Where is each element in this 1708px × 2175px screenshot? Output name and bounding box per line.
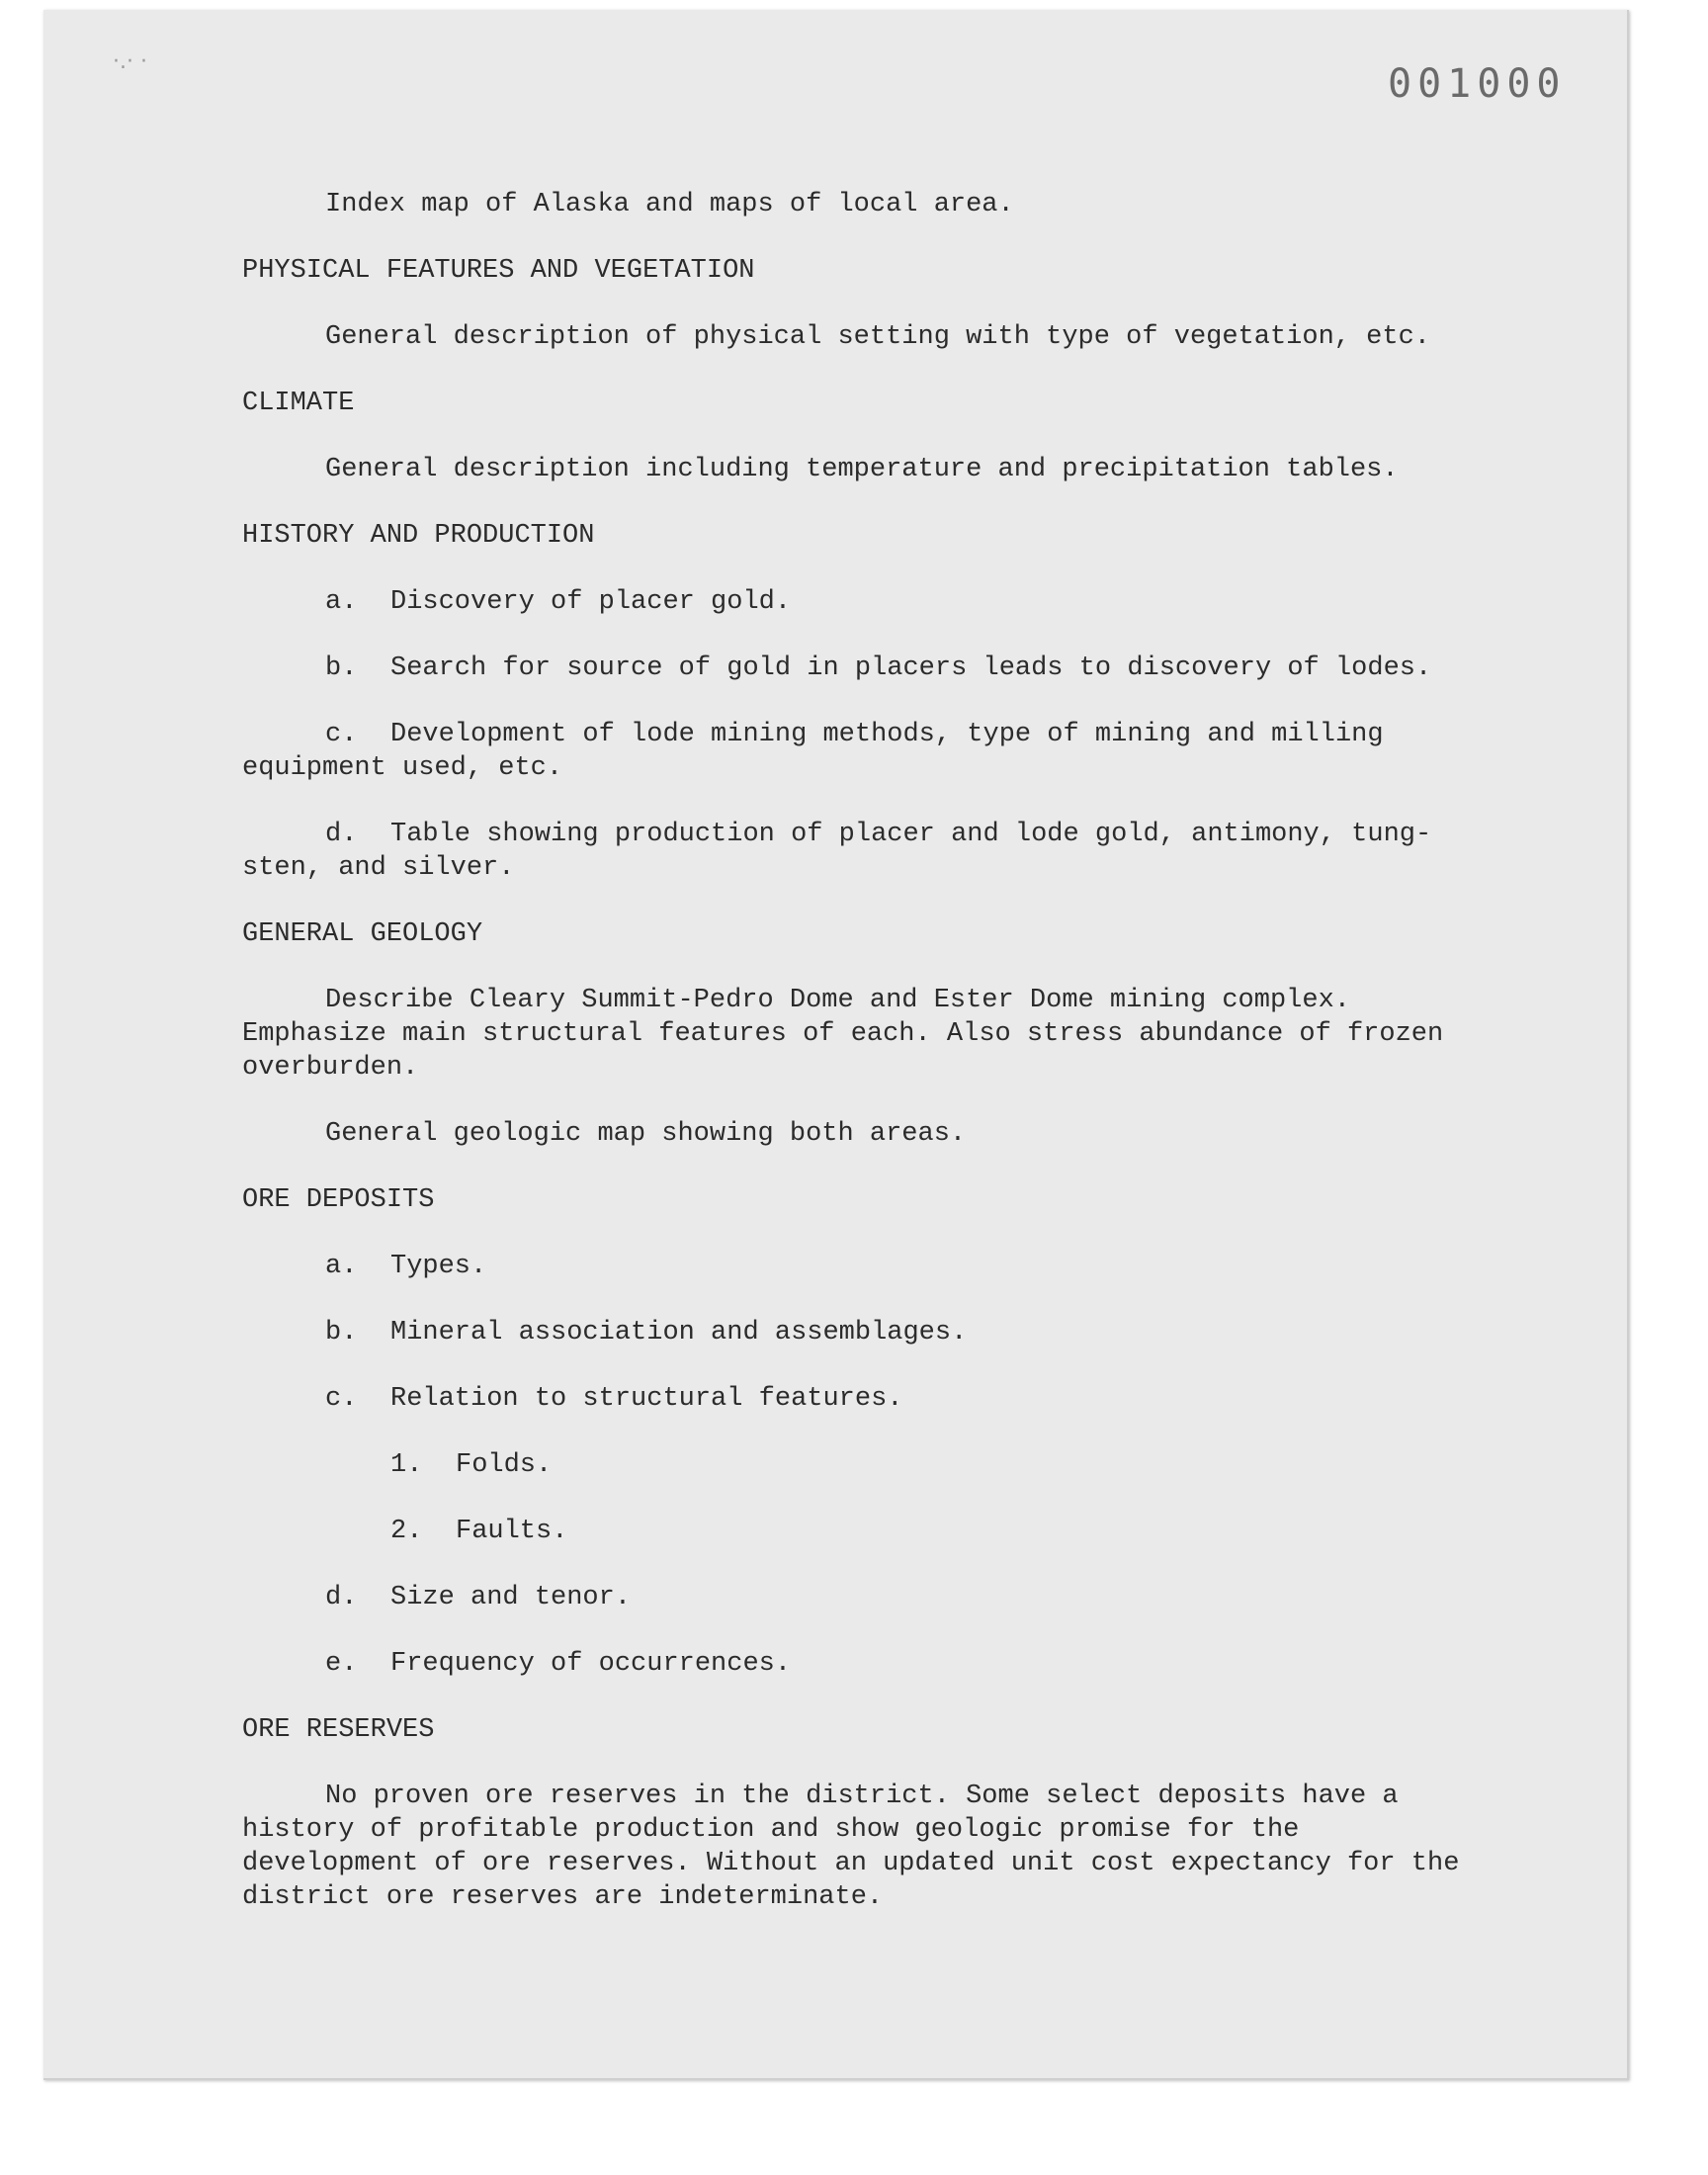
geology-paragraph: Describe Cleary Summit-Pedro Dome and Ester Dome mining complex. Emphasize main structural features of each. Also stress abundance of frozen overburden.: [242, 986, 1444, 1083]
item-label: e.: [325, 1649, 358, 1679]
heading-climate: CLIMATE: [242, 389, 355, 418]
heading-ore-reserves: ORE RESERVES: [242, 1715, 435, 1745]
ore-item-c: [242, 1382, 1488, 1416]
geology-map-paragraph: General geologic map showing both areas.: [325, 1119, 967, 1149]
ore-item-e: [242, 1647, 1488, 1681]
item-text: Mineral association and assemblages.: [390, 1318, 968, 1348]
ore-subitem-2: [242, 1515, 1488, 1548]
document-number: 001000: [1388, 61, 1567, 107]
corner-marks: ·.· ·: [113, 49, 147, 74]
history-item-a: [242, 585, 1488, 619]
ore-reserves-paragraph: No proven ore reserves in the district. Some select deposits have a history of profitable production and show geologic promise for the development of ore reserves. Without an updated unit cost expectancy for the district ore reserves are indeterminate.: [242, 1782, 1460, 1912]
history-item-d: [242, 818, 1488, 885]
item-text: Discovery of placer gold.: [390, 587, 792, 617]
item-text: Size and tenor.: [390, 1583, 632, 1612]
item-text: Folds.: [456, 1450, 553, 1480]
document-body: [242, 188, 1488, 1947]
item-label: b.: [325, 653, 358, 683]
ore-subitem-1: [242, 1448, 1488, 1482]
item-text: Relation to structural features.: [390, 1384, 903, 1414]
item-label: 1.: [390, 1450, 423, 1480]
heading-physical-features: PHYSICAL FEATURES AND VEGETATION: [242, 256, 755, 286]
item-label: a.: [325, 587, 358, 617]
ore-item-a: [242, 1250, 1488, 1283]
intro-paragraph: Index map of Alaska and maps of local area.: [325, 190, 1014, 219]
ore-item-b: [242, 1316, 1488, 1349]
item-label: 2.: [390, 1517, 423, 1546]
item-label: c.: [325, 720, 358, 749]
item-label: b.: [325, 1318, 358, 1348]
item-text: Search for source of gold in placers leads to discovery of lodes.: [390, 653, 1432, 683]
item-text: Development of lode mining methods, type of mining and milling equipment used, etc.: [242, 720, 1384, 783]
physical-features-paragraph: General description of physical setting with type of vegetation, etc.: [325, 322, 1430, 352]
item-text: Frequency of occurrences.: [390, 1649, 792, 1679]
item-label: d.: [325, 1583, 358, 1612]
item-text: Faults.: [456, 1517, 568, 1546]
history-item-b: [242, 652, 1488, 685]
heading-general-geology: GENERAL GEOLOGY: [242, 919, 483, 949]
item-text: Table showing production of placer and lode gold, antimony, tung-sten, and silver.: [242, 820, 1432, 883]
climate-paragraph: General description including temperature and precipitation tables.: [325, 455, 1399, 484]
item-label: a.: [325, 1252, 358, 1281]
heading-history-production: HISTORY AND PRODUCTION: [242, 521, 595, 551]
history-item-c: [242, 718, 1488, 785]
item-label: c.: [325, 1384, 358, 1414]
item-label: d.: [325, 820, 358, 849]
item-text: Types.: [390, 1252, 487, 1281]
heading-ore-deposits: ORE DEPOSITS: [242, 1185, 435, 1215]
ore-item-d: [242, 1581, 1488, 1614]
